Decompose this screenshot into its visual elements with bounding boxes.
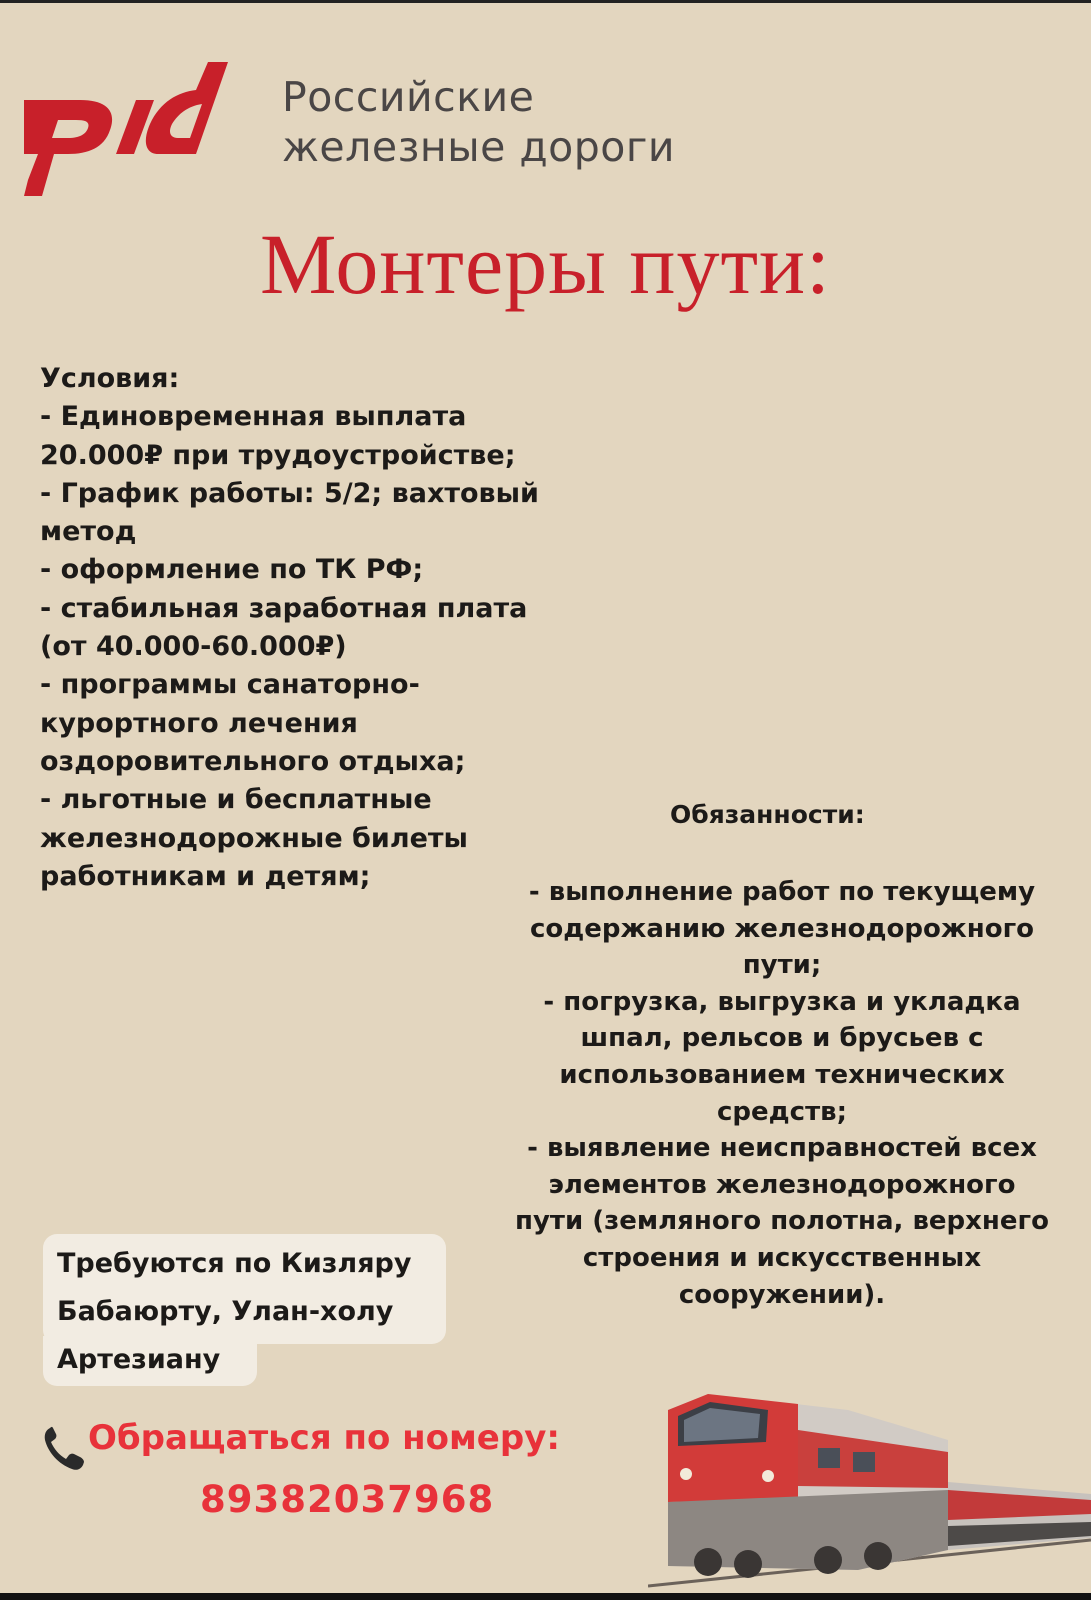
rzd-logo xyxy=(18,58,258,203)
locations-line: Артезиану xyxy=(57,1344,221,1375)
duties-line: средств; xyxy=(717,1096,847,1127)
conditions-line: курортного лечения xyxy=(40,707,358,739)
conditions-line: - стабильная заработная плата xyxy=(40,592,528,624)
duties-line: - выявление неисправностей всех xyxy=(527,1133,1037,1164)
conditions-line: железнодорожные билеты xyxy=(40,822,468,854)
brand-name-line1: Российские xyxy=(282,73,535,121)
duties-line: сооружении). xyxy=(678,1279,886,1310)
conditions-line: метод xyxy=(40,516,137,548)
duties-block xyxy=(492,874,1072,1313)
locations-line: Бабаюрту, Улан-холу xyxy=(57,1296,394,1327)
duties-line: пути (земляного полотна, верхнего xyxy=(515,1206,1049,1237)
duties-line: - выполнение работ по текущему xyxy=(528,877,1036,907)
contact-label: Обращаться по номеру: xyxy=(88,1418,560,1458)
phone-number[interactable]: 89382037968 xyxy=(200,1478,495,1521)
duties-line: элементов железнодорожного xyxy=(548,1169,1016,1200)
locations-block xyxy=(57,1240,411,1384)
headline: Монтеры пути: xyxy=(260,216,831,312)
conditions-line: - Единовременная выплата xyxy=(40,401,467,433)
top-border xyxy=(0,0,1091,3)
conditions-line: - льготные и бесплатные xyxy=(40,784,432,816)
conditions-line: 20.000₽ при трудоустройстве; xyxy=(40,439,516,471)
duties-line: содержанию железнодорожного xyxy=(529,913,1035,944)
conditions-block xyxy=(40,360,600,896)
brand-name-line2: железные дороги xyxy=(282,123,676,171)
phone-icon xyxy=(42,1424,86,1472)
brand-name xyxy=(282,72,675,172)
conditions-line: работникам и детям; xyxy=(40,860,371,892)
bottom-border xyxy=(0,1593,1091,1600)
duties-title: Обязанности: xyxy=(670,800,865,829)
conditions-line: (от 40.000-60.000₽) xyxy=(40,631,347,663)
conditions-line: - программы санаторно- xyxy=(40,669,420,701)
duties-line: строения и искусственных xyxy=(582,1242,982,1273)
conditions-line: - оформление по ТК РФ; xyxy=(40,554,424,586)
conditions-line: оздоровительного отдыха; xyxy=(40,745,466,777)
duties-line: пути; xyxy=(742,950,822,981)
locations-line: Требуются по Кизляру xyxy=(57,1248,412,1279)
conditions-title: Условия: xyxy=(40,363,180,394)
train-illustration xyxy=(648,1390,1091,1590)
duties-line: шпал, рельсов и брусьев с xyxy=(580,1023,984,1054)
conditions-line: - График работы: 5/2; вахтовый xyxy=(40,477,539,509)
duties-line: - погрузка, выгрузка и укладка xyxy=(543,986,1021,1017)
duties-line: использованием технических xyxy=(559,1059,1005,1090)
